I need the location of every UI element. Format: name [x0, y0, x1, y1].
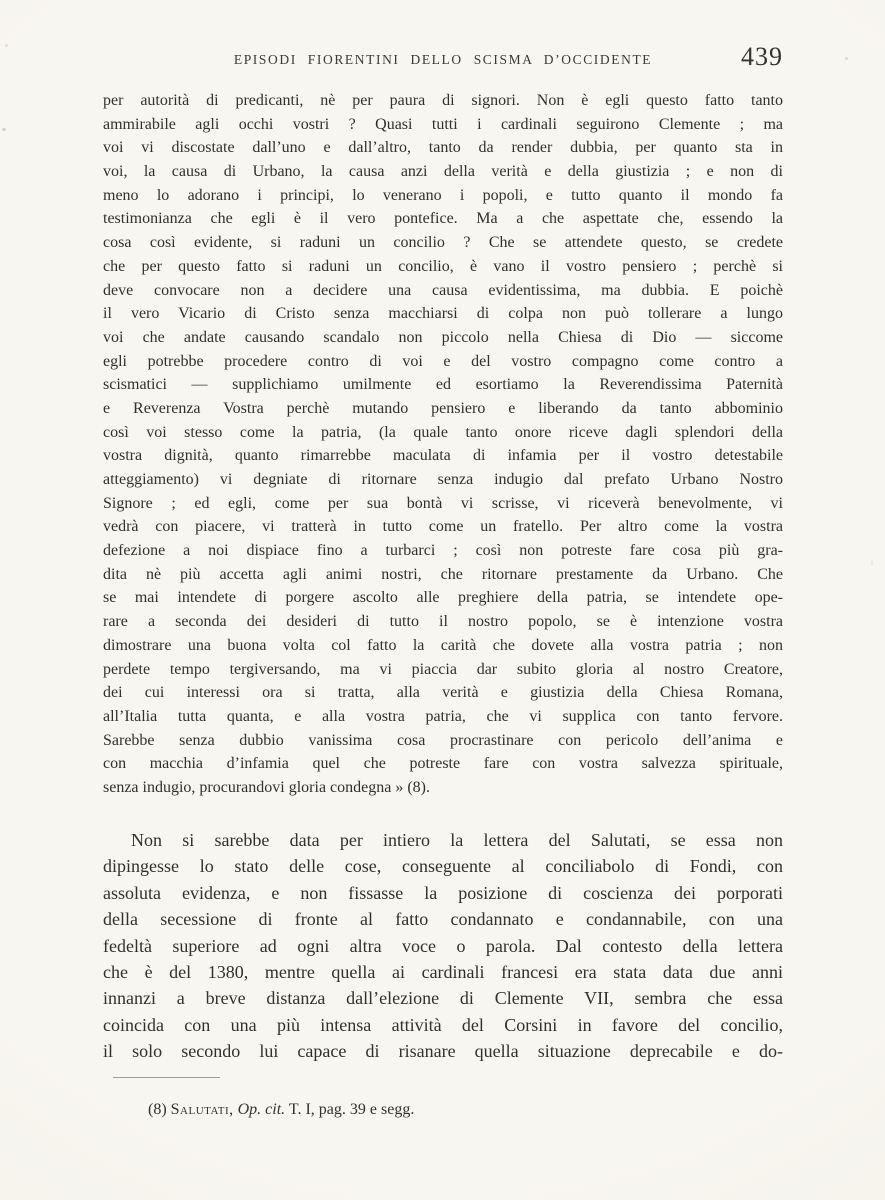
body-line: della secessione di fronte al fatto condannato e condannabile, con una: [103, 909, 783, 930]
letter-line: il vero Vicario di Cristo senza macchiarsi di colpa non può tollerare a lungo: [103, 305, 783, 323]
letter-line: dei cui interessi ora si tratta, alla verità e giustizia della Chiesa Romana,: [103, 684, 783, 702]
scan-speck: [2, 128, 6, 131]
letter-line: rare a seconda dei desideri di tutto il nostro popolo, se è intenzione vostra: [103, 613, 783, 631]
letter-quote-paragraph: [103, 89, 783, 800]
letter-line: vostra dignità, quanto rimarrebbe maculata di infamia per il vostro detestabile: [103, 447, 783, 465]
letter-line: senza indugio, procurandovi gloria condegna » (8).: [103, 778, 431, 796]
letter-line: Sarebbe senza dubbio vanissima cosa procrastinare con pericolo dell’anima e: [103, 731, 783, 749]
body-line: fedeltà superiore ad ogni altra voce o parola. Dal contesto della lettera: [103, 935, 783, 956]
footnote-author: Salutati,: [170, 1101, 234, 1118]
letter-line: voi, la causa di Urbano, la causa anzi della verità e della giustizia ; e non di: [103, 163, 783, 181]
letter-line: egli potrebbe procedere contro di voi e del vostro compagno come contro a: [103, 352, 783, 370]
letter-line: atteggiamento) vi degniate di ritornare senza indugio dal prefato Urbano Nostro: [103, 471, 783, 488]
letter-line: così voi stesso come la patria, (la quale tanto onore riceve dagli splendori della: [103, 423, 783, 441]
footnote-reference: T. I, pag. 39 e segg.: [288, 1101, 415, 1118]
body-line: dipingesse lo stato delle cose, conseguente al conciliabolo di Fondi, con: [103, 856, 783, 877]
footnote-separator: [113, 1077, 220, 1078]
running-title: EPISODI FIORENTINI DELLO SCISMA D’OCCIDENTE: [233, 52, 653, 67]
footnote-work: Op. cit.: [237, 1101, 286, 1118]
letter-line: testimonianza che egli è il vero pontefice. Ma a che aspettate che, essendo la: [103, 210, 783, 228]
letter-line: vedrà con piacere, vi tratterà in tutto come un fratello. Per altro come la vostra: [103, 518, 783, 536]
letter-line: voi vi discostate dall’uno e dall’altro, tanto da render dubbia, per quanto sta in: [103, 139, 783, 157]
footnote: [103, 1098, 783, 1122]
scan-speck: [5, 44, 8, 47]
letter-line: meno lo adorano i principi, lo venerano i popoli, e tutto quanto il mondo fa: [103, 186, 783, 204]
letter-line: con macchia d’infamia quel che potreste fare con vostra salvezza spirituale,: [103, 755, 783, 773]
letter-line: e Reverenza Vostra perchè mutando pensiero e liberando da tanto abbominio: [103, 399, 783, 417]
letter-line: se mai intendete di porgere ascolto alle preghiere della patria, se intendete ope-: [103, 589, 783, 607]
letter-line: voi che andate causando scandalo non piccolo nella Chiesa di Dio — siccome: [103, 328, 783, 346]
letter-line: deve convocare non a decidere una causa evidentissima, ma dubbia. E poichè: [103, 281, 783, 299]
letter-line: Signore ; ed egli, come per sua bontà vi scrisse, vi riceverà benevolmente, vi: [103, 494, 783, 512]
letter-line: per autorità di predicanti, nè per paura di signori. Non è egli questo fatto tanto: [103, 92, 783, 109]
letter-line: ammirabile agli occhi vostri ? Quasi tutti i cardinali seguirono Clemente ; ma: [103, 115, 783, 133]
scan-speck: [845, 57, 848, 60]
letter-line: cosa così evidente, si raduni un concilio ? Che se attendete questo, se credete: [103, 234, 783, 252]
page-header: [103, 42, 783, 78]
body-line: il solo secondo lui capace di risanare quella situazione deprecabile e do-: [103, 1041, 783, 1062]
body-line: innanzi a breve distanza dall’elezione di Clemente VII, sembra che essa: [103, 988, 783, 1009]
footnote-marker: (8): [148, 1101, 167, 1118]
body-line: che è del 1380, mentre quella ai cardinali francesi era stata data due anni: [103, 961, 783, 982]
body-line: coincida con una più intensa attività del Corsini in favore del concilio,: [103, 1014, 783, 1035]
letter-line: perdete tempo tergiversando, ma vi piaccia dar subito gloria al nostro Creatore,: [103, 660, 783, 678]
body-line: Non si sarebbe data per intiero la lettera del Salutati, se essa non: [131, 830, 783, 850]
letter-line: scismatici — supplichiamo umilmente ed esortiamo la Reverendissima Paternità: [103, 376, 783, 394]
scan-speck: [871, 560, 873, 566]
letter-line: all’Italia tutta quanta, e alla vostra patria, che vi supplica con tanto fervore.: [103, 707, 783, 725]
letter-line: dita nè più accetta agli animi nostri, che ritornare prestamente da Urbano. Che: [103, 565, 783, 583]
body-line: assoluta evidenza, e non fissasse la posizione di coscienza dei porporati: [103, 882, 783, 903]
page-number: 439: [741, 42, 783, 71]
letter-line: defezione a noi dispiace fino a turbarci ; così non potreste fare cosa più gra-: [103, 542, 783, 560]
body-paragraph: [103, 827, 783, 1065]
letter-line: dimostrare una buona volta col fatto la carità che dovete alla vostra patria ; non: [103, 636, 783, 654]
letter-line: che per questo fatto si raduni un concilio, è vano il vostro pensiero ; perchè si: [103, 257, 783, 275]
